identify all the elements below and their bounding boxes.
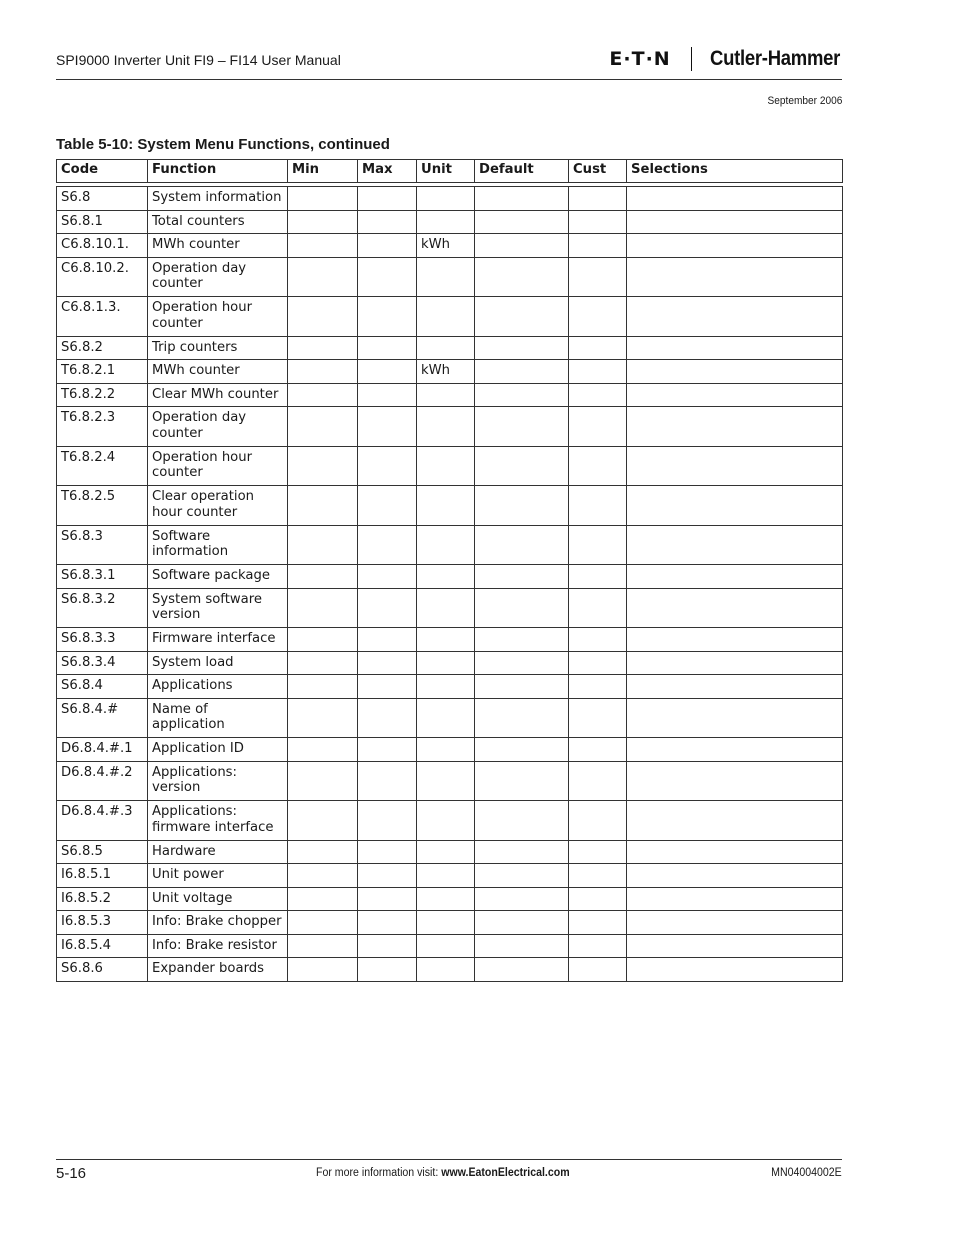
cell-max (358, 801, 417, 841)
cell-selections (627, 887, 843, 911)
cell-min (288, 675, 358, 699)
cell-unit (417, 628, 475, 652)
cell-selections (627, 911, 843, 935)
cell-selections (627, 187, 843, 211)
cell-function: Info: Brake resistor (148, 934, 288, 958)
cell-cust (569, 486, 627, 526)
table-row (57, 525, 843, 565)
cell-unit (417, 738, 475, 762)
cell-function: Applications: version (148, 761, 288, 801)
cell-default (475, 383, 569, 407)
table-row (57, 911, 843, 935)
cell-max (358, 486, 417, 526)
header-rule (56, 79, 842, 80)
brand-logo (609, 46, 842, 72)
cell-selections (627, 234, 843, 258)
cell-code: I6.8.5.3 (57, 911, 148, 935)
cell-selections (627, 486, 843, 526)
cell-unit (417, 840, 475, 864)
cell-code: C6.8.10.2. (57, 257, 148, 297)
cell-max (358, 383, 417, 407)
cell-function: Software package (148, 565, 288, 589)
cell-max (358, 407, 417, 447)
cell-cust (569, 840, 627, 864)
cell-function: Firmware interface (148, 628, 288, 652)
cell-function: Expander boards (148, 958, 288, 982)
cell-selections (627, 210, 843, 234)
cell-code: S6.8.5 (57, 840, 148, 864)
cell-code: I6.8.5.1 (57, 864, 148, 888)
cell-code: I6.8.5.2 (57, 887, 148, 911)
cell-default (475, 738, 569, 762)
column-header-function: Function (148, 160, 288, 183)
cell-min (288, 257, 358, 297)
cell-default (475, 651, 569, 675)
cell-function: Application ID (148, 738, 288, 762)
cell-code: D6.8.4.#.3 (57, 801, 148, 841)
cell-default (475, 360, 569, 384)
cell-min (288, 934, 358, 958)
column-header-unit: Unit (417, 160, 475, 183)
cell-default (475, 210, 569, 234)
cell-selections (627, 738, 843, 762)
cell-unit (417, 801, 475, 841)
table-row (57, 234, 843, 258)
cell-unit (417, 651, 475, 675)
footer-info (316, 1167, 570, 1179)
cell-function: Clear MWh counter (148, 383, 288, 407)
table-row (57, 446, 843, 486)
cell-default (475, 864, 569, 888)
cell-cust (569, 801, 627, 841)
cell-unit (417, 446, 475, 486)
cell-selections (627, 336, 843, 360)
cell-code: S6.8.3.3 (57, 628, 148, 652)
cell-max (358, 234, 417, 258)
cell-unit: kWh (417, 360, 475, 384)
table-row (57, 588, 843, 628)
cell-unit (417, 675, 475, 699)
cell-function: MWh counter (148, 234, 288, 258)
cell-default (475, 698, 569, 738)
cell-default (475, 958, 569, 982)
cell-unit (417, 297, 475, 337)
page-number: 5-16 (56, 1165, 87, 1182)
cell-cust (569, 864, 627, 888)
cell-max (358, 698, 417, 738)
cell-cust (569, 958, 627, 982)
cell-max (358, 958, 417, 982)
cell-unit (417, 383, 475, 407)
cell-code: S6.8.3.2 (57, 588, 148, 628)
cell-selections (627, 446, 843, 486)
cell-default (475, 840, 569, 864)
cell-min (288, 698, 358, 738)
cell-function: System load (148, 651, 288, 675)
cell-selections (627, 958, 843, 982)
cell-default (475, 565, 569, 589)
cell-unit (417, 958, 475, 982)
cell-min (288, 588, 358, 628)
cell-max (358, 651, 417, 675)
cell-selections (627, 565, 843, 589)
cell-selections (627, 934, 843, 958)
cell-cust (569, 187, 627, 211)
cell-function: Operation day counter (148, 257, 288, 297)
column-header-min: Min (288, 160, 358, 183)
cell-default (475, 911, 569, 935)
cell-cust (569, 565, 627, 589)
cell-cust (569, 360, 627, 384)
table-row (57, 934, 843, 958)
table-row (57, 651, 843, 675)
cell-function: System information (148, 187, 288, 211)
cell-function: Unit voltage (148, 887, 288, 911)
cell-code: C6.8.10.1. (57, 234, 148, 258)
cell-function: Operation day counter (148, 407, 288, 447)
column-header-selections: Selections (627, 160, 843, 183)
cell-selections (627, 257, 843, 297)
cell-function: Clear operation hour counter (148, 486, 288, 526)
cell-min (288, 911, 358, 935)
cell-cust (569, 525, 627, 565)
cell-unit (417, 486, 475, 526)
table-header-row (57, 160, 843, 183)
cell-default (475, 187, 569, 211)
cell-min (288, 761, 358, 801)
cell-cust (569, 446, 627, 486)
cell-function: Applications: firmware interface (148, 801, 288, 841)
cell-function: Operation hour counter (148, 297, 288, 337)
column-header-code: Code (57, 160, 148, 183)
table-row (57, 738, 843, 762)
cell-cust (569, 911, 627, 935)
cell-code: S6.8.3 (57, 525, 148, 565)
cell-min (288, 210, 358, 234)
table-row (57, 761, 843, 801)
cell-function: Info: Brake chopper (148, 911, 288, 935)
cell-cust (569, 934, 627, 958)
cell-cust (569, 336, 627, 360)
table-row (57, 675, 843, 699)
cell-max (358, 911, 417, 935)
cell-max (358, 840, 417, 864)
cell-unit (417, 911, 475, 935)
cell-default (475, 801, 569, 841)
cell-max (358, 864, 417, 888)
table-row (57, 864, 843, 888)
document-title: SPI9000 Inverter Unit FI9 – FI14 User Manual (56, 52, 341, 68)
cell-code: S6.8.3.1 (57, 565, 148, 589)
cell-cust (569, 210, 627, 234)
cell-max (358, 565, 417, 589)
cell-cust (569, 588, 627, 628)
cell-code: T6.8.2.1 (57, 360, 148, 384)
cell-code: S6.8.1 (57, 210, 148, 234)
cell-unit (417, 407, 475, 447)
table-row (57, 628, 843, 652)
table-row (57, 187, 843, 211)
cell-default (475, 336, 569, 360)
cell-code: T6.8.2.2 (57, 383, 148, 407)
cell-default (475, 446, 569, 486)
cell-unit (417, 761, 475, 801)
cell-selections (627, 588, 843, 628)
cell-default (475, 628, 569, 652)
cell-min (288, 864, 358, 888)
table-row (57, 840, 843, 864)
cell-max (358, 761, 417, 801)
table-row (57, 486, 843, 526)
cell-unit (417, 187, 475, 211)
cell-unit (417, 698, 475, 738)
cell-cust (569, 407, 627, 447)
cell-max (358, 336, 417, 360)
table-row (57, 801, 843, 841)
cell-min (288, 297, 358, 337)
cell-min (288, 360, 358, 384)
cell-min (288, 407, 358, 447)
cell-code: S6.8 (57, 187, 148, 211)
cell-function: Applications (148, 675, 288, 699)
cell-code: S6.8.4.# (57, 698, 148, 738)
footer-info-prefix: For more information visit: (316, 1167, 442, 1179)
cell-selections (627, 801, 843, 841)
logo-divider (691, 47, 693, 71)
cell-max (358, 628, 417, 652)
table-row (57, 958, 843, 982)
cell-function: Trip counters (148, 336, 288, 360)
cell-function: Unit power (148, 864, 288, 888)
cell-min (288, 486, 358, 526)
cell-max (358, 210, 417, 234)
cell-max (358, 360, 417, 384)
cell-min (288, 336, 358, 360)
cell-function: Total counters (148, 210, 288, 234)
cell-default (475, 887, 569, 911)
cell-max (358, 525, 417, 565)
cell-min (288, 446, 358, 486)
cell-selections (627, 840, 843, 864)
cell-unit (417, 934, 475, 958)
footer-rule (56, 1159, 842, 1160)
cell-default (475, 297, 569, 337)
cell-unit: kWh (417, 234, 475, 258)
publication-date: September 2006 (767, 95, 842, 107)
column-header-default: Default (475, 160, 569, 183)
cell-min (288, 801, 358, 841)
cell-unit (417, 336, 475, 360)
table-row (57, 360, 843, 384)
cell-code: S6.8.6 (57, 958, 148, 982)
cell-min (288, 187, 358, 211)
cell-function: MWh counter (148, 360, 288, 384)
cell-default (475, 234, 569, 258)
cell-unit (417, 565, 475, 589)
cell-cust (569, 698, 627, 738)
cell-max (358, 446, 417, 486)
cell-default (475, 257, 569, 297)
cutler-hammer-logo: Cutler-Hammer (710, 47, 841, 70)
column-header-max: Max (358, 160, 417, 183)
cell-max (358, 887, 417, 911)
cell-code: S6.8.2 (57, 336, 148, 360)
cell-default (475, 525, 569, 565)
cell-code: T6.8.2.4 (57, 446, 148, 486)
cell-selections (627, 525, 843, 565)
table-row (57, 210, 843, 234)
cell-unit (417, 210, 475, 234)
cell-max (358, 187, 417, 211)
eaton-logo: E·T·N (609, 48, 671, 70)
cell-cust (569, 761, 627, 801)
table-row (57, 565, 843, 589)
cell-cust (569, 383, 627, 407)
cell-code: D6.8.4.#.2 (57, 761, 148, 801)
cell-max (358, 675, 417, 699)
cell-min (288, 840, 358, 864)
cell-code: C6.8.1.3. (57, 297, 148, 337)
table-caption: Table 5-10: System Menu Functions, continued (56, 136, 390, 153)
table-row (57, 297, 843, 337)
cell-cust (569, 887, 627, 911)
table-row (57, 887, 843, 911)
table-row (57, 698, 843, 738)
cell-function: System software version (148, 588, 288, 628)
cell-cust (569, 297, 627, 337)
cell-function: Operation hour counter (148, 446, 288, 486)
cell-default (475, 675, 569, 699)
cell-unit (417, 588, 475, 628)
cell-code: D6.8.4.#.1 (57, 738, 148, 762)
cell-default (475, 486, 569, 526)
cell-function: Hardware (148, 840, 288, 864)
cell-code: S6.8.4 (57, 675, 148, 699)
cell-max (358, 588, 417, 628)
cell-cust (569, 234, 627, 258)
cell-function: Software information (148, 525, 288, 565)
table-body (57, 183, 843, 982)
table-row (57, 257, 843, 297)
cell-default (475, 934, 569, 958)
table-row (57, 383, 843, 407)
cell-max (358, 257, 417, 297)
cell-min (288, 958, 358, 982)
cell-min (288, 628, 358, 652)
cell-code: T6.8.2.3 (57, 407, 148, 447)
cell-cust (569, 651, 627, 675)
cell-min (288, 525, 358, 565)
cell-min (288, 651, 358, 675)
cell-default (475, 761, 569, 801)
cell-selections (627, 651, 843, 675)
cell-default (475, 588, 569, 628)
cell-selections (627, 383, 843, 407)
cell-max (358, 738, 417, 762)
cell-selections (627, 864, 843, 888)
cell-selections (627, 297, 843, 337)
cell-min (288, 565, 358, 589)
cell-default (475, 407, 569, 447)
cell-selections (627, 698, 843, 738)
cell-selections (627, 675, 843, 699)
cell-unit (417, 864, 475, 888)
table-row (57, 336, 843, 360)
cell-selections (627, 628, 843, 652)
cell-cust (569, 675, 627, 699)
system-menu-table (56, 159, 843, 982)
cell-code: I6.8.5.4 (57, 934, 148, 958)
cell-cust (569, 257, 627, 297)
cell-function: Name of application (148, 698, 288, 738)
cell-min (288, 887, 358, 911)
column-header-cust: Cust (569, 160, 627, 183)
cell-min (288, 738, 358, 762)
document-number: MN04004002E (771, 1167, 842, 1179)
cell-cust (569, 738, 627, 762)
cell-code: T6.8.2.5 (57, 486, 148, 526)
cell-min (288, 234, 358, 258)
cell-cust (569, 628, 627, 652)
cell-selections (627, 360, 843, 384)
cell-unit (417, 887, 475, 911)
cell-selections (627, 407, 843, 447)
cell-selections (627, 761, 843, 801)
cell-min (288, 383, 358, 407)
table-row (57, 407, 843, 447)
cell-unit (417, 257, 475, 297)
cell-max (358, 934, 417, 958)
footer-url-link[interactable]: www.EatonElectrical.com (441, 1167, 570, 1179)
cell-max (358, 297, 417, 337)
cell-code: S6.8.3.4 (57, 651, 148, 675)
cell-unit (417, 525, 475, 565)
